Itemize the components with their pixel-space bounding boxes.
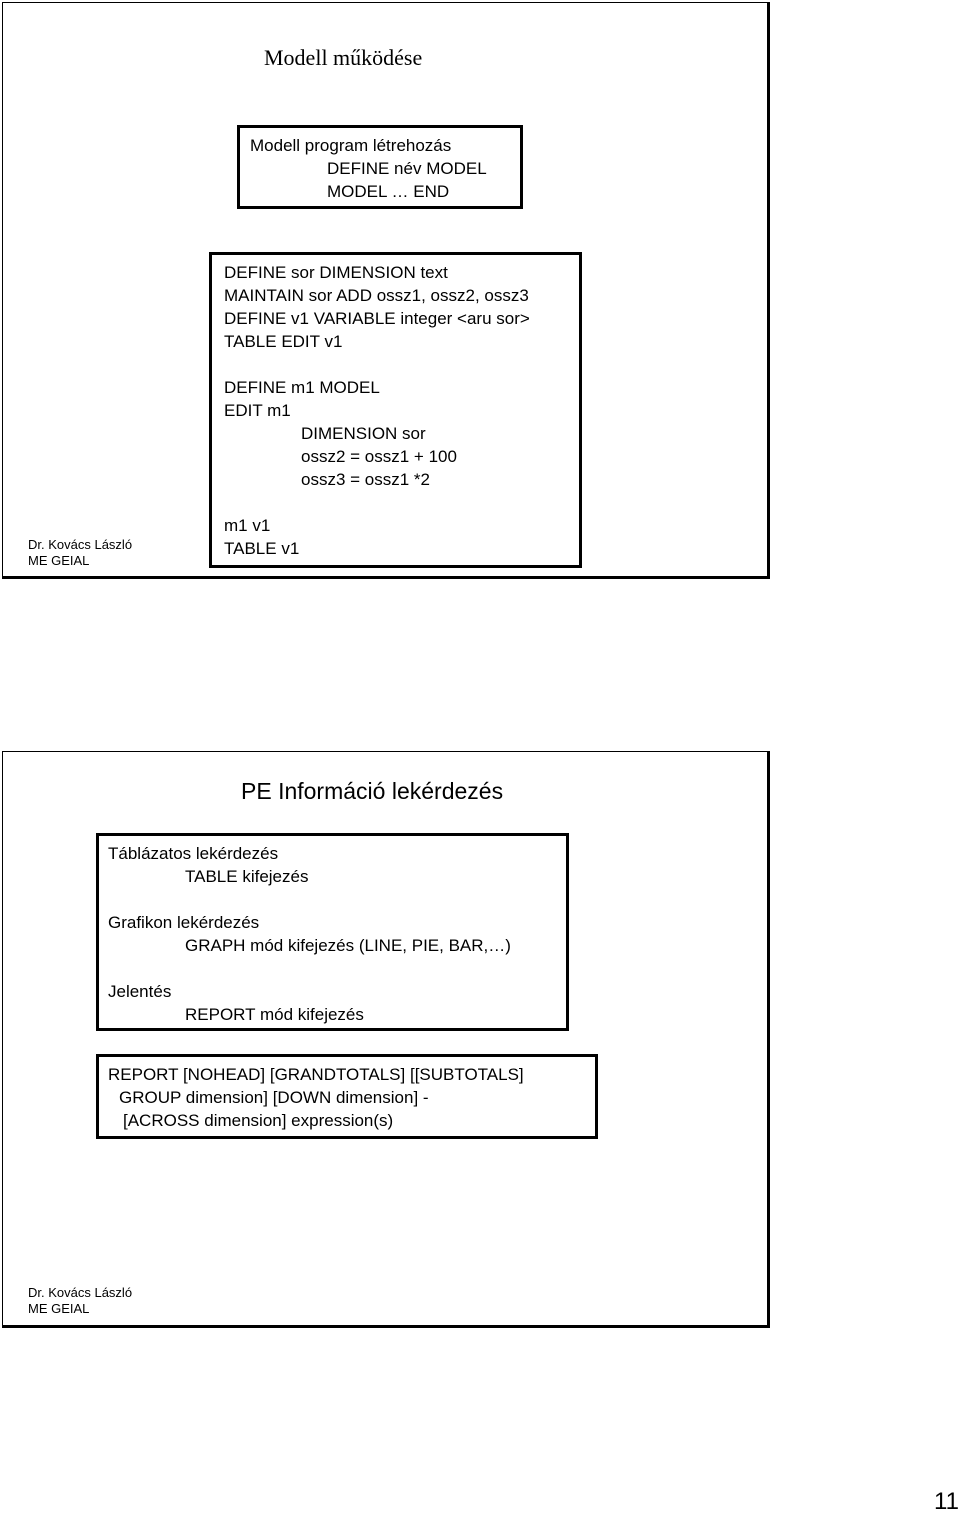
report-syntax-box bbox=[96, 1054, 598, 1139]
footer-org: ME GEIAL bbox=[28, 1301, 90, 1316]
model-code-box bbox=[209, 252, 582, 568]
box-line: DEFINE név MODEL bbox=[327, 159, 487, 178]
box-line: TABLE kifejezés bbox=[185, 867, 309, 886]
code-line: MAINTAIN sor ADD ossz1, ossz2, ossz3 bbox=[224, 286, 529, 305]
code-line: DIMENSION sor bbox=[301, 424, 426, 443]
code-line: TABLE EDIT v1 bbox=[224, 332, 343, 351]
code-line: EDIT m1 bbox=[224, 401, 291, 420]
syntax-line: REPORT [NOHEAD] [GRANDTOTALS] [[SUBTOTALS] bbox=[108, 1065, 524, 1084]
query-types-box bbox=[96, 833, 569, 1031]
code-line: DEFINE m1 MODEL bbox=[224, 378, 380, 397]
code-line: DEFINE v1 VARIABLE integer <aru sor> bbox=[224, 309, 530, 328]
slide-1 bbox=[2, 2, 770, 579]
box-line: REPORT mód kifejezés bbox=[185, 1005, 364, 1024]
box-line: MODEL … END bbox=[327, 182, 450, 201]
page-number: 11 bbox=[934, 1488, 959, 1515]
model-program-box bbox=[237, 125, 523, 209]
footer-author: Dr. Kovács László bbox=[28, 1285, 133, 1300]
code-line: m1 v1 bbox=[224, 516, 271, 535]
footer-author: Dr. Kovács László bbox=[28, 537, 133, 552]
code-line: ossz3 = ossz1 *2 bbox=[301, 470, 430, 489]
slide-1-title: Modell működése bbox=[264, 45, 423, 70]
syntax-line: GROUP dimension] [DOWN dimension] - bbox=[119, 1088, 429, 1107]
slide-2-title: PE Információ lekérdezés bbox=[241, 778, 504, 804]
syntax-line: [ACROSS dimension] expression(s) bbox=[123, 1111, 394, 1130]
code-line: ossz2 = ossz1 + 100 bbox=[301, 447, 457, 466]
code-line: TABLE v1 bbox=[224, 539, 300, 558]
slide-2 bbox=[2, 751, 770, 1328]
box-line: Grafikon lekérdezés bbox=[108, 913, 260, 932]
footer-org: ME GEIAL bbox=[28, 553, 90, 568]
box-line: Jelentés bbox=[108, 982, 172, 1001]
code-line: DEFINE sor DIMENSION text bbox=[224, 263, 448, 282]
box-line: Táblázatos lekérdezés bbox=[108, 844, 279, 863]
box-line: Modell program létrehozás bbox=[250, 136, 452, 155]
box-line: GRAPH mód kifejezés (LINE, PIE, BAR,…) bbox=[185, 936, 511, 955]
